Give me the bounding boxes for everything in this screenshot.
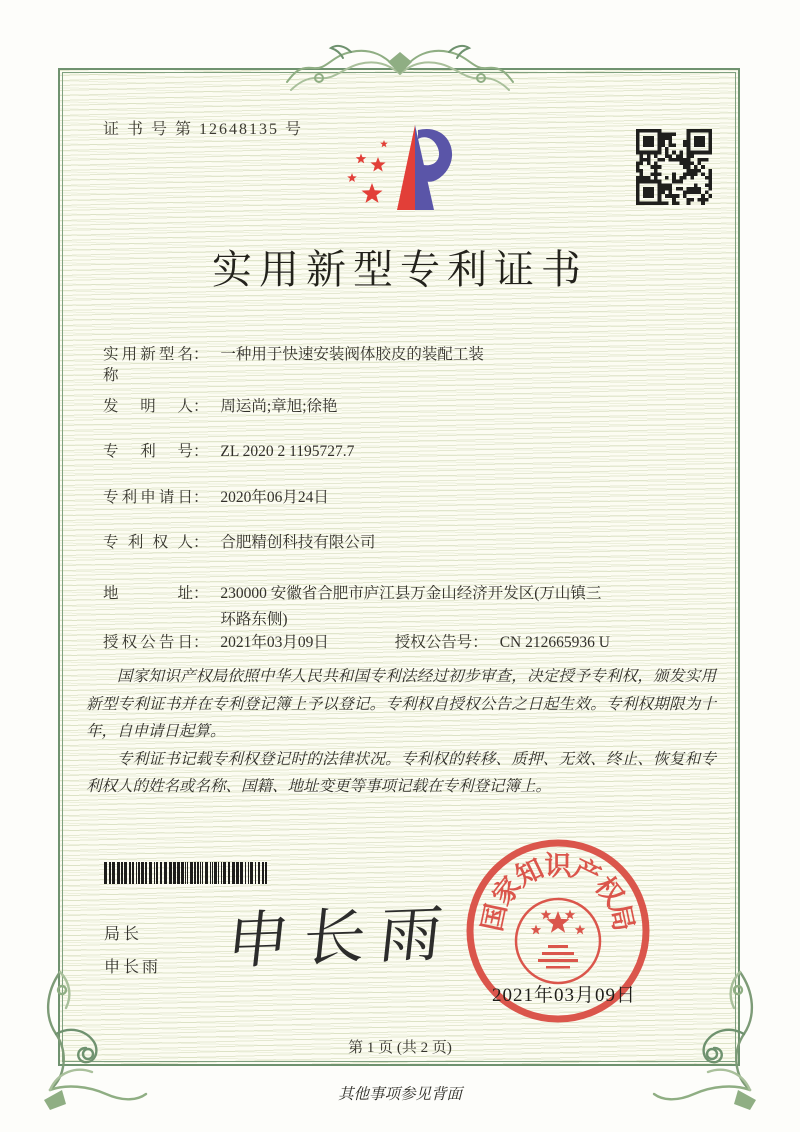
qr-code: [636, 129, 712, 205]
bottom-right-corner-ornament: [652, 968, 764, 1114]
back-side-note: 其他事项参见背面: [337, 1086, 462, 1103]
director-signature: 申长雨: [223, 900, 460, 977]
svg-text:产: 产: [567, 853, 606, 892]
field-row-address: [103, 581, 723, 633]
field-value: 周运尚;章旭;徐艳: [220, 398, 338, 415]
certificate-number: 证 书 号 第 12648135 号: [103, 121, 304, 138]
svg-text:权: 权: [589, 871, 630, 911]
seal-date: 2021年03月09日: [492, 985, 637, 1006]
director-name: 申长雨: [104, 959, 162, 976]
field-label: 专利申请日: [103, 489, 193, 506]
field-label: 实用新型名称: [103, 346, 193, 384]
legal-paragraph-2: 专利证书记载专利权登记时的法律状况。专利权的转移、质押、无效、终止、恢复和专利权人的姓名或名称、国籍、地址变更等事项记载在专利登记簿上。: [86, 750, 716, 795]
field-colon: ：: [193, 398, 209, 415]
field-row-grant-date: [103, 632, 723, 653]
field-label: 授权公告日: [103, 634, 193, 651]
field-colon: ：: [193, 534, 209, 551]
field-colon: ：: [193, 346, 209, 363]
svg-text:国: 国: [476, 901, 512, 934]
legal-text-block: [86, 663, 716, 801]
field-colon: ：: [193, 585, 209, 602]
cnipa-logo-icon: [338, 118, 462, 218]
field-value: 2021年03月09日: [220, 634, 329, 651]
svg-text:家: 家: [486, 871, 527, 911]
field-value: 合肥精创科技有限公司: [220, 534, 376, 551]
address-line-2: 环路东侧): [220, 611, 288, 628]
flourish-center-leaf: [388, 52, 412, 74]
field-label: 专利权人: [103, 534, 193, 551]
svg-text:知: 知: [510, 853, 549, 892]
field-colon: ：: [193, 634, 209, 651]
bottom-left-corner-ornament: [36, 968, 148, 1114]
field-label-grant-number: 授权公告号：: [394, 634, 488, 651]
field-colon: ：: [472, 634, 488, 651]
top-flourish-ornament: [283, 40, 517, 96]
field-colon: ：: [193, 443, 209, 460]
address-line-1: 230000 安徽省合肥市庐江县万金山经济开发区(万山镇三: [220, 585, 602, 602]
field-value: 一种用于快速安装阀体胶皮的装配工装: [220, 346, 484, 363]
field-row-patentee: [103, 532, 723, 553]
barcode: [104, 862, 269, 884]
director-title: 局长: [104, 926, 143, 943]
field-row-filing-date: [103, 487, 723, 508]
field-label: 地址: [103, 585, 193, 602]
svg-text:识: 识: [544, 851, 572, 881]
certificate-title: 实用新型专利证书: [212, 247, 588, 292]
field-row-patent-number: [103, 441, 723, 462]
field-colon: ：: [193, 489, 209, 506]
field-value: [220, 581, 601, 633]
field-value-grant-number: CN 212665936 U: [499, 634, 610, 651]
field-row-invention-name: [103, 344, 723, 386]
svg-text:局: 局: [604, 901, 640, 934]
field-label: 发明人: [103, 398, 193, 415]
field-value: 2020年06月24日: [220, 489, 329, 506]
page-number: 第 1 页 (共 2 页): [348, 1040, 452, 1056]
field-label: 专利号: [103, 443, 193, 460]
legal-paragraph-1: 国家知识产权局依照中华人民共和国专利法经过初步审查，决定授予专利权，颁发实用新型专利证书并在专利登记簿上予以登记。专利权自授权公告之日起生效。专利权期限为十年，自申请日起算。: [86, 668, 716, 740]
field-row-inventors: [103, 396, 723, 417]
field-value: ZL 2020 2 1195727.7: [220, 443, 355, 460]
